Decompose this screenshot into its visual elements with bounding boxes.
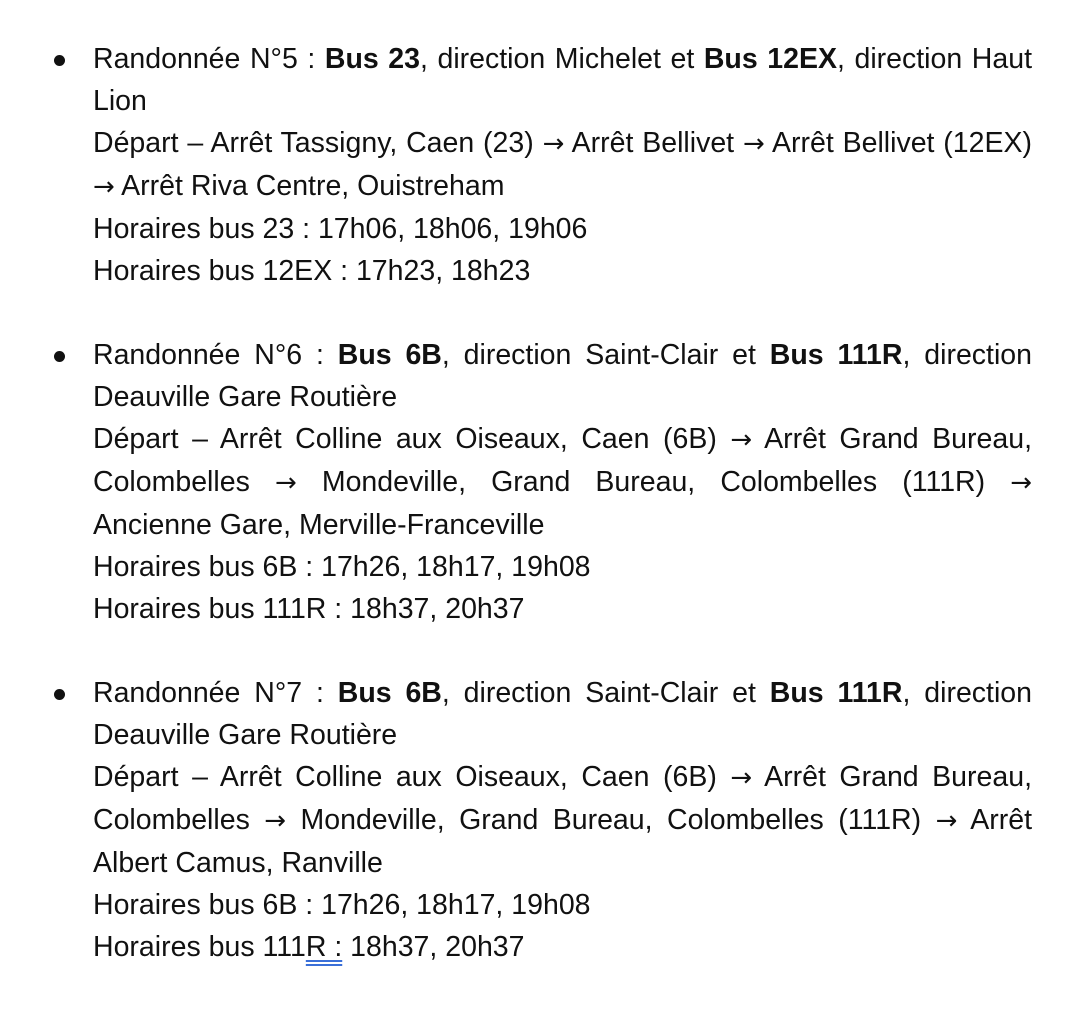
arrow-right-icon: → xyxy=(730,763,753,793)
hike-item-7 xyxy=(93,672,1032,968)
hike-title: Randonnée N°5 : xyxy=(93,43,325,75)
document-body xyxy=(0,38,1066,1010)
hike-title: Randonnée N°7 : xyxy=(93,677,338,709)
arrow-right-icon: → xyxy=(274,468,297,498)
schedule-line xyxy=(93,926,1032,968)
direction-text: , direction Deauville Gare Routière xyxy=(93,677,1033,751)
route-stop: Mondeville, Grand Bureau, Colombelles (111R) xyxy=(321,466,986,498)
arrow-right-icon: → xyxy=(730,425,753,455)
route-text xyxy=(93,122,1032,208)
direction-text: , direction Saint-Clair et xyxy=(441,677,770,709)
bus-name: Bus 111R xyxy=(769,339,903,371)
schedule-line: Horaires bus 6B : 17h26, 18h17, 19h08 xyxy=(93,889,591,921)
hike-heading xyxy=(93,334,1032,418)
direction-text: , direction Saint-Clair et xyxy=(441,339,770,371)
bus-name: Bus 12EX xyxy=(703,43,837,75)
route-stop: Arrêt Grand Bureau, Colombelles xyxy=(93,761,1032,836)
hike-title: Randonnée N°6 : xyxy=(93,339,338,371)
hike-item-5 xyxy=(93,38,1032,292)
arrow-right-icon: → xyxy=(1010,468,1033,498)
hike-item-6 xyxy=(93,334,1032,630)
schedule-line: Horaires bus 12EX : 17h23, 18h23 xyxy=(93,255,531,287)
schedule-line: Horaires bus 23 : 17h06, 18h06, 19h06 xyxy=(93,213,588,245)
direction-text: , direction Michelet et xyxy=(420,43,704,75)
arrow-right-icon: → xyxy=(742,129,765,159)
route-stop: Ancienne Gare, Merville-Franceville xyxy=(93,509,545,541)
route-text xyxy=(93,418,1032,546)
arrow-right-icon: → xyxy=(264,806,287,836)
spellcheck-flag[interactable]: R : xyxy=(305,931,343,963)
bullet-icon xyxy=(54,351,65,362)
route-text xyxy=(93,756,1032,884)
bus-name: Bus 111R xyxy=(769,677,903,709)
direction-text: , direction Haut Lion xyxy=(93,43,1032,117)
route-stop: Départ – Arrêt Colline aux Oiseaux, Caen (6B) xyxy=(93,423,717,455)
route-stop: Arrêt Bellivet xyxy=(571,127,735,159)
bus-name: Bus 23 xyxy=(324,43,420,75)
schedule-prefix: Horaires bus 111 xyxy=(93,931,306,963)
arrow-right-icon: → xyxy=(93,172,115,202)
bus-name: Bus 6B xyxy=(337,677,442,709)
route-stop: Départ – Arrêt Tassigny, Caen (23) xyxy=(93,127,534,159)
hike-heading xyxy=(93,672,1032,756)
route-stop: Arrêt Grand Bureau, Colombelles xyxy=(93,423,1032,498)
bus-name: Bus 6B xyxy=(337,339,442,371)
direction-text: , direction Deauville Gare Routière xyxy=(93,339,1033,413)
schedule-times: 18h37, 20h37 xyxy=(342,931,525,963)
bullet-icon xyxy=(54,689,65,700)
arrow-right-icon: → xyxy=(542,129,565,159)
route-stop: Arrêt Riva Centre, Ouistreham xyxy=(121,170,505,202)
route-stop: Départ – Arrêt Colline aux Oiseaux, Caen (6B) xyxy=(93,761,717,793)
arrow-right-icon: → xyxy=(935,806,958,836)
hike-heading xyxy=(93,38,1032,122)
bullet-icon xyxy=(54,55,65,66)
route-stop: Mondeville, Grand Bureau, Colombelles (111R) xyxy=(300,804,922,836)
route-stop: Arrêt Albert Camus, Ranville xyxy=(93,804,1032,879)
route-stop: Arrêt Bellivet (12EX) xyxy=(772,127,1033,159)
schedule-line: Horaires bus 6B : 17h26, 18h17, 19h08 xyxy=(93,551,591,583)
schedule-line: Horaires bus 111R : 18h37, 20h37 xyxy=(93,593,525,625)
